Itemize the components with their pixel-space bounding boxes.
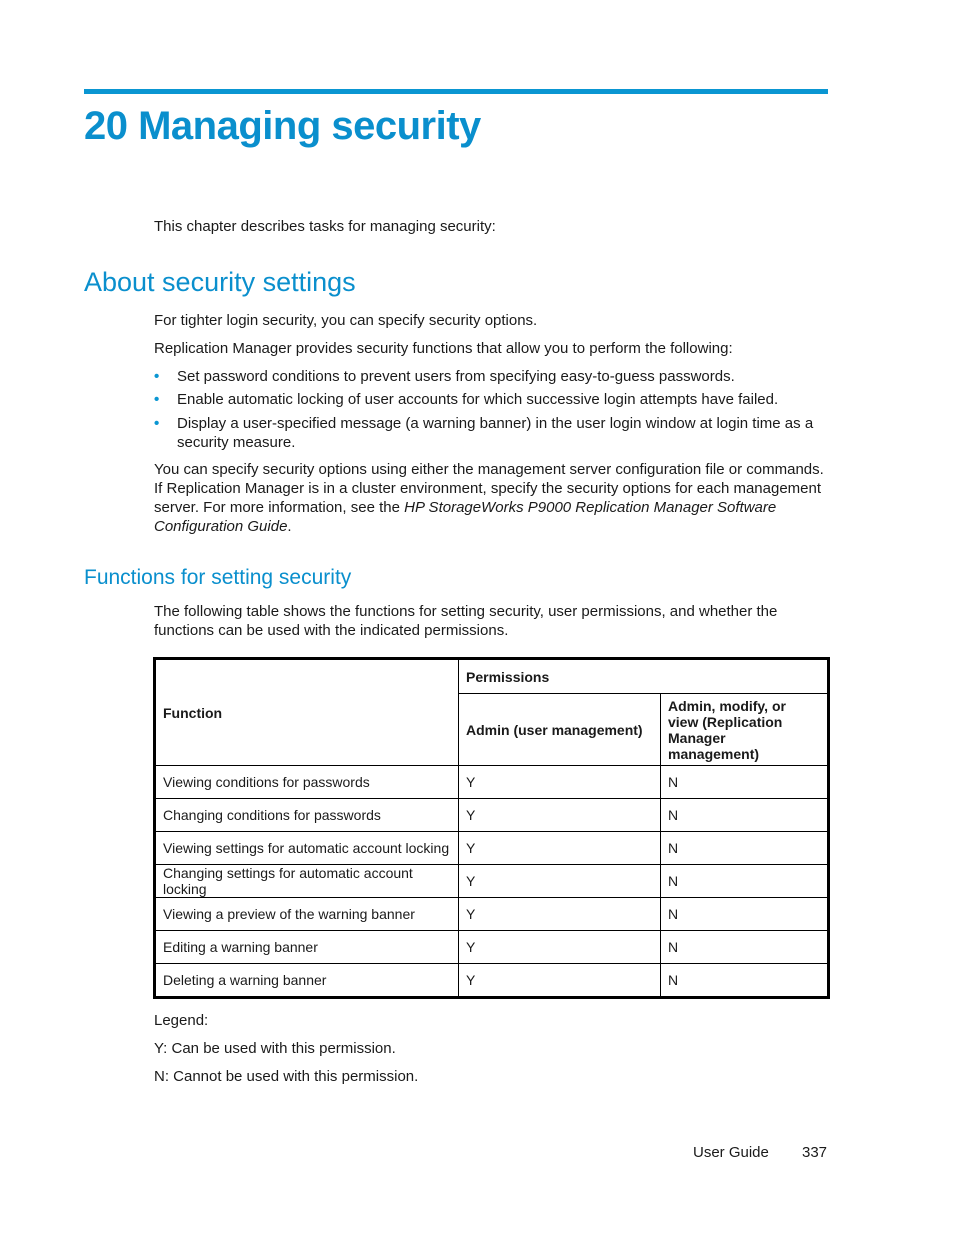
cell-other: N	[661, 832, 829, 865]
cell-function: Changing settings for automatic account locking	[155, 865, 459, 898]
footer-label: User Guide	[693, 1144, 769, 1161]
cell-admin: Y	[459, 832, 661, 865]
cell-admin: Y	[459, 865, 661, 898]
table-row	[155, 865, 829, 898]
cell-function: Viewing a preview of the warning banner	[155, 898, 459, 931]
cell-function: Deleting a warning banner	[155, 964, 459, 998]
header-admin-modify-view: Admin, modify, or view (Replication Manager management)	[661, 694, 829, 766]
legend-n: N: Cannot be used with this permission.	[154, 1068, 419, 1085]
table-row	[155, 964, 829, 998]
legend-label: Legend:	[154, 1012, 209, 1029]
cell-function: Viewing conditions for passwords	[155, 766, 459, 799]
bullet-text: Set password conditions to prevent users from specifying easy-to-guess passwords.	[177, 368, 735, 385]
paragraph-end: .	[287, 518, 292, 535]
section-heading-functions: Functions for setting security	[84, 566, 352, 589]
bullet-marker: •	[154, 391, 160, 408]
bullet-item	[154, 390, 829, 409]
table-row	[155, 898, 829, 931]
cell-admin: Y	[459, 964, 661, 998]
header-permissions: Permissions	[459, 659, 829, 694]
table-row	[155, 799, 829, 832]
section2-paragraph-1: The following table shows the functions for setting security, user permissions, and whether the functions can be used with the indicated permissions.	[154, 603, 778, 639]
bullet-item	[154, 414, 829, 452]
section1-paragraph-2: Replication Manager provides security functions that allow you to perform the following:	[154, 340, 733, 357]
table-row	[155, 766, 829, 799]
permissions-table	[153, 657, 830, 999]
cell-other: N	[661, 799, 829, 832]
cell-admin: Y	[459, 766, 661, 799]
cell-other: N	[661, 898, 829, 931]
cell-other: N	[661, 766, 829, 799]
cell-admin: Y	[459, 799, 661, 832]
section-heading-about-security: About security settings	[84, 267, 356, 297]
paragraph-text: You can specify security options using either the management server configuration file or commands. If Replication Manager is in a cluster environment, specify the security options for each management server. For more information, see the	[154, 461, 824, 516]
cell-function: Changing conditions for passwords	[155, 799, 459, 832]
cell-other: N	[661, 931, 829, 964]
section1-paragraph-1: For tighter login security, you can specify security options.	[154, 312, 538, 329]
chapter-rule	[84, 89, 828, 94]
bullet-item	[154, 367, 829, 386]
cell-function: Editing a warning banner	[155, 931, 459, 964]
chapter-title: 20 Managing security	[84, 104, 481, 148]
bullet-text: Enable automatic locking of user accounts for which successive login attempts have failed.	[177, 391, 779, 408]
bullet-marker: •	[154, 368, 160, 385]
table-row	[155, 931, 829, 964]
cell-other: N	[661, 964, 829, 998]
bullet-marker: •	[154, 415, 160, 432]
page-number: 337	[802, 1144, 828, 1161]
cell-admin: Y	[459, 898, 661, 931]
chapter-intro: This chapter describes tasks for managing security:	[154, 218, 496, 235]
cell-function: Viewing settings for automatic account locking	[155, 832, 459, 865]
cell-other: N	[661, 865, 829, 898]
legend-y: Y: Can be used with this permission.	[154, 1040, 396, 1057]
guide-reference: HP StorageWorks P9000 Replication Manager Software Configuration Guide	[154, 499, 777, 535]
header-function: Function	[155, 659, 459, 766]
cell-admin: Y	[459, 931, 661, 964]
table-row	[155, 832, 829, 865]
bullet-text: Display a user-specified message (a warning banner) in the user login window at login time as a security measure.	[177, 415, 814, 451]
section1-paragraph-3	[154, 460, 829, 536]
header-admin: Admin (user management)	[459, 694, 661, 766]
